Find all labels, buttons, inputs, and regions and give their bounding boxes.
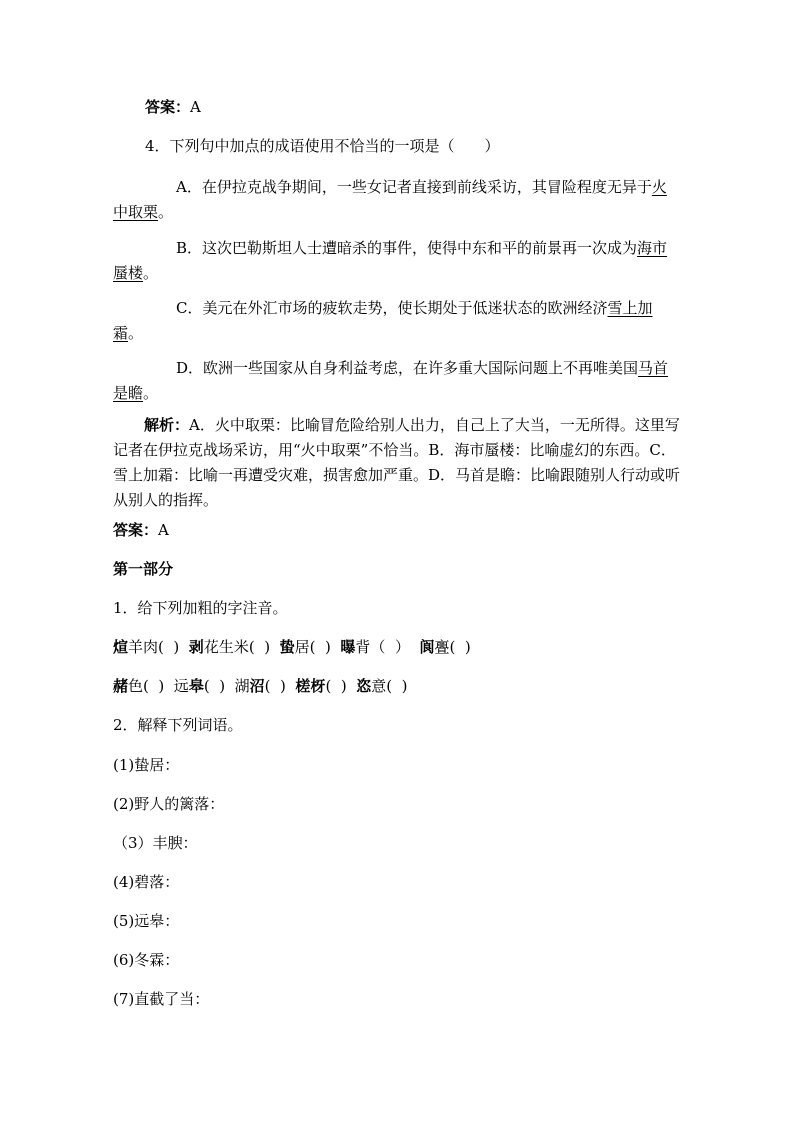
q1-row1-item2-rest: 花生米( ) xyxy=(203,638,280,656)
q1-row2-item3-rest: ( ) xyxy=(264,677,296,695)
q2-item: (4)碧落： xyxy=(113,873,180,891)
q1-row2-item2-pre: 远 xyxy=(173,677,189,695)
analysis-paragraph xyxy=(113,413,681,513)
option-d-text: D．欧洲一些国家从自身利益考虑，在许多重大国际问题上不再唯美国 xyxy=(176,359,639,377)
q2-item: （3）丰腴： xyxy=(113,834,198,852)
option-a-end: 。 xyxy=(158,203,174,221)
option-b-text: B．这次巴勒斯坦人士遭暗杀的事件，使得中东和平的前景再一次成为 xyxy=(176,239,638,257)
analysis-label: 解析： xyxy=(144,416,190,434)
q1-row2-item3-pre: 湖 xyxy=(234,677,250,695)
option-c-text: C．美元在外汇市场的疲软走势，使长期处于低迷状态的欧洲经济 xyxy=(176,299,608,317)
q1-row1-item1-bold: 煊 xyxy=(113,638,129,656)
q1-row2-item4-rest: ( ) xyxy=(325,677,357,695)
q1-row2-item5-bold: 恣 xyxy=(356,677,372,695)
q1-row1 xyxy=(113,637,471,657)
q1-row1-item5-bold: 阆 xyxy=(419,638,435,656)
option-b-idiom: 海市蜃楼 xyxy=(113,239,668,282)
q1-row1-item3-rest: 居( ) xyxy=(294,638,341,656)
q1-row2 xyxy=(113,676,407,696)
q2-item: (6)冬霖： xyxy=(113,951,180,969)
q1-row1-item3-bold: 蛰 xyxy=(279,638,295,656)
q2-item: (1)蛰居： xyxy=(113,756,180,774)
q1-row2-item3-bold: 沼 xyxy=(249,677,265,695)
q1-row2-item4-bold: 槎枒 xyxy=(295,677,326,695)
top-answer-label: 答案： xyxy=(145,98,191,116)
option-c-idiom: 雪上加霜 xyxy=(113,299,653,342)
option-a-idiom: 火中取栗 xyxy=(113,178,667,221)
q2-item: (7)直截了当： xyxy=(113,990,210,1008)
q1-row1-item4-rest: 背（ ） xyxy=(355,638,420,656)
q1-row2-item2-rest: ( ) xyxy=(203,677,235,695)
q1-row2-item1-bold: 赭 xyxy=(113,677,129,695)
option-a-text: A．在伊拉克战争期间，一些女记者直接到前线采访，其冒险程度无异于 xyxy=(176,178,652,196)
q1-stem: 1．给下列加粗的字注音。 xyxy=(113,599,288,617)
option-d xyxy=(113,356,681,406)
q1-row1-item1-rest: 羊肉( ) xyxy=(128,638,189,656)
option-c xyxy=(113,296,681,346)
q1-row1-item4-bold: 曝 xyxy=(340,638,356,656)
question4-answer-label: 答案： xyxy=(113,521,159,539)
q1-row2-item1-rest: 色( ) xyxy=(128,677,174,695)
question4-stem: 4．下列句中加点的成语使用不恰当的一项是（ ） xyxy=(145,137,500,155)
option-d-idiom: 马首是瞻 xyxy=(113,359,669,402)
option-d-end: 。 xyxy=(143,384,159,402)
option-a xyxy=(113,175,681,225)
q2-item: (2)野人的篱落： xyxy=(113,795,225,813)
q2-item: (5)远皋： xyxy=(113,912,180,930)
q2-stem: 2．解释下列词语。 xyxy=(113,716,243,734)
question4-answer xyxy=(113,520,169,540)
q1-row2-item5-rest: 意( ) xyxy=(371,677,408,695)
top-answer-value: A xyxy=(190,98,201,116)
analysis-text: A．火中取栗：比喻冒危险给别人出力，自己上了大当，一无所得。这里写记者在伊拉克战场采访，用“火中取栗”不恰当。B．海市蜃楼：比喻虚幻的东西。C．雪上加霜：比喻一再遭受灾难，损害愈加严重。D．马首是瞻：比喻跟随别人行动或听从别人的指挥。 xyxy=(113,416,681,509)
q1-row2-item2-bold: 皋 xyxy=(188,677,204,695)
option-c-end: 。 xyxy=(128,324,144,342)
question4-answer-value: A xyxy=(158,521,169,539)
option-b-end: 。 xyxy=(143,264,159,282)
part1-heading: 第一部分 xyxy=(113,560,174,578)
q1-row1-item2-bold: 剥 xyxy=(188,638,204,656)
top-answer xyxy=(145,97,201,117)
q1-row1-item5-rest: 亹( ) xyxy=(434,638,471,656)
option-b xyxy=(113,236,681,286)
